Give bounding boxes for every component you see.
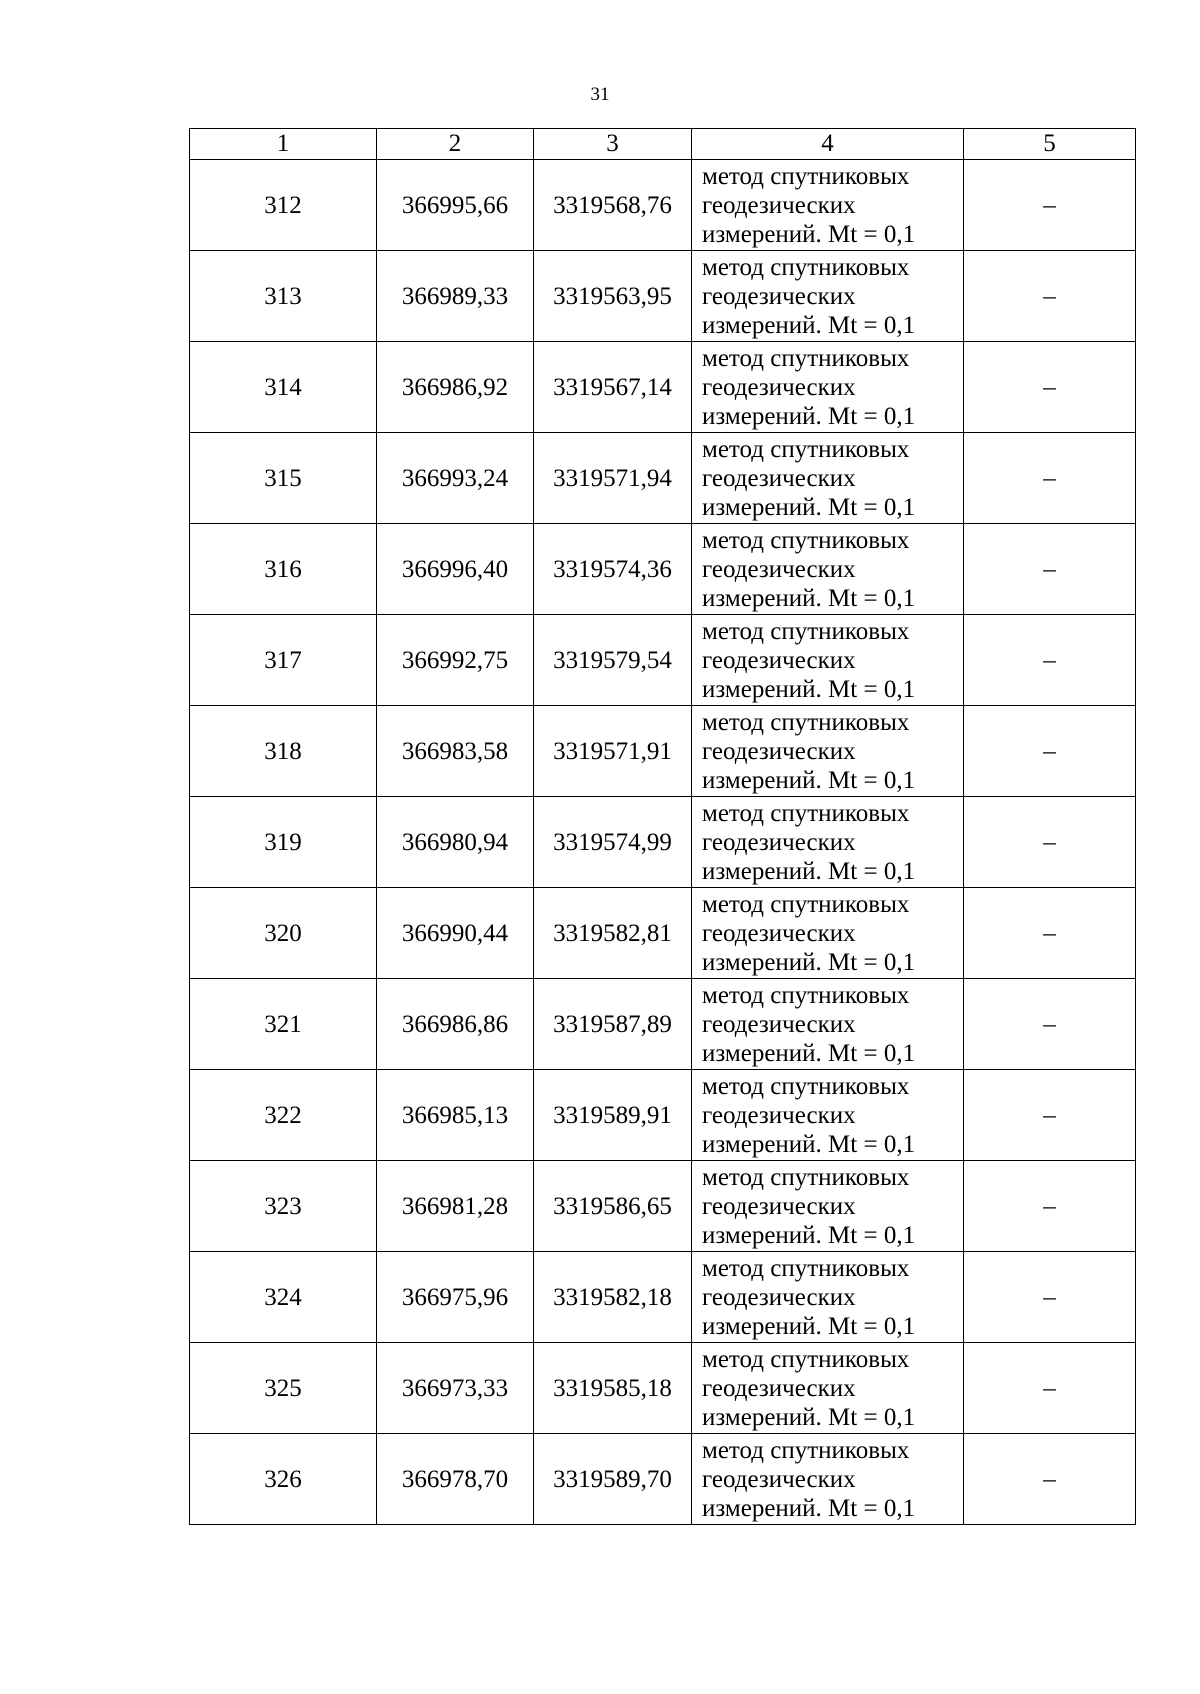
- y-coordinate-cell: 3319568,76: [534, 160, 692, 251]
- point-number-cell: 321: [190, 979, 377, 1070]
- note-cell: –: [964, 1343, 1136, 1434]
- table-row: [190, 1252, 1136, 1343]
- point-number-cell: 314: [190, 342, 377, 433]
- method-text-line: геодезических: [702, 1101, 856, 1129]
- x-coordinate-cell: 366990,44: [377, 888, 534, 979]
- point-number-cell: 324: [190, 1252, 377, 1343]
- method-text-line: измерений. Mt = 0,1: [702, 1039, 916, 1067]
- method-text-line: геодезических: [702, 737, 856, 765]
- method-text-line: метод спутниковых: [702, 1163, 910, 1191]
- method-text-line: измерений. Mt = 0,1: [702, 766, 916, 794]
- table-row: [190, 251, 1136, 342]
- note-cell: –: [964, 524, 1136, 615]
- note-cell: –: [964, 1434, 1136, 1525]
- method-text-line: метод спутниковых: [702, 617, 910, 645]
- table-row: [190, 1343, 1136, 1434]
- point-number-cell: 318: [190, 706, 377, 797]
- table-row: [190, 524, 1136, 615]
- method-cell: [692, 1161, 964, 1252]
- table-row: [190, 797, 1136, 888]
- method-text-line: метод спутниковых: [702, 981, 910, 1009]
- table-row: [190, 615, 1136, 706]
- header-col-3: 3: [534, 129, 692, 160]
- point-number-cell: 323: [190, 1161, 377, 1252]
- method-cell: [692, 706, 964, 797]
- y-coordinate-cell: 3319563,95: [534, 251, 692, 342]
- method-cell: [692, 433, 964, 524]
- y-coordinate-cell: 3319589,70: [534, 1434, 692, 1525]
- method-text-line: геодезических: [702, 1010, 856, 1038]
- method-text-line: метод спутниковых: [702, 1436, 910, 1464]
- method-text-line: геодезических: [702, 1192, 856, 1220]
- method-cell: [692, 1434, 964, 1525]
- y-coordinate-cell: 3319582,18: [534, 1252, 692, 1343]
- method-text-line: измерений. Mt = 0,1: [702, 1403, 916, 1431]
- y-coordinate-cell: 3319574,99: [534, 797, 692, 888]
- method-cell: [692, 1252, 964, 1343]
- note-cell: –: [964, 160, 1136, 251]
- method-text-line: метод спутниковых: [702, 799, 910, 827]
- x-coordinate-cell: 366986,86: [377, 979, 534, 1070]
- method-text-line: геодезических: [702, 282, 856, 310]
- method-text-line: геодезических: [702, 1465, 856, 1493]
- method-text-line: измерений. Mt = 0,1: [702, 675, 916, 703]
- method-text-line: метод спутниковых: [702, 890, 910, 918]
- x-coordinate-cell: 366985,13: [377, 1070, 534, 1161]
- method-cell: [692, 251, 964, 342]
- x-coordinate-cell: 366973,33: [377, 1343, 534, 1434]
- method-text-line: измерений. Mt = 0,1: [702, 220, 916, 248]
- point-number-cell: 313: [190, 251, 377, 342]
- table-row: [190, 342, 1136, 433]
- y-coordinate-cell: 3319589,91: [534, 1070, 692, 1161]
- method-text-line: измерений. Mt = 0,1: [702, 1221, 916, 1249]
- method-cell: [692, 888, 964, 979]
- header-col-2: 2: [377, 129, 534, 160]
- coordinates-table: [189, 128, 1136, 1525]
- method-text-line: геодезических: [702, 919, 856, 947]
- point-number-cell: 322: [190, 1070, 377, 1161]
- page-number: 31: [590, 84, 610, 105]
- method-text-line: метод спутниковых: [702, 708, 910, 736]
- method-cell: [692, 160, 964, 251]
- y-coordinate-cell: 3319582,81: [534, 888, 692, 979]
- method-cell: [692, 524, 964, 615]
- header-col-1: 1: [190, 129, 377, 160]
- method-text-line: измерений. Mt = 0,1: [702, 857, 916, 885]
- method-text-line: измерений. Mt = 0,1: [702, 584, 916, 612]
- y-coordinate-cell: 3319574,36: [534, 524, 692, 615]
- table-header: [190, 129, 1136, 160]
- method-cell: [692, 1343, 964, 1434]
- note-cell: –: [964, 433, 1136, 524]
- method-text-line: метод спутниковых: [702, 1345, 910, 1373]
- note-cell: –: [964, 797, 1136, 888]
- method-cell: [692, 1070, 964, 1161]
- method-text-line: геодезических: [702, 646, 856, 674]
- note-cell: –: [964, 251, 1136, 342]
- method-text-line: геодезических: [702, 464, 856, 492]
- note-cell: –: [964, 342, 1136, 433]
- table-row: [190, 1070, 1136, 1161]
- table-row: [190, 1434, 1136, 1525]
- note-cell: –: [964, 1161, 1136, 1252]
- point-number-cell: 325: [190, 1343, 377, 1434]
- x-coordinate-cell: 366995,66: [377, 160, 534, 251]
- table-body: [190, 160, 1136, 1525]
- point-number-cell: 317: [190, 615, 377, 706]
- note-cell: –: [964, 615, 1136, 706]
- x-coordinate-cell: 366980,94: [377, 797, 534, 888]
- method-text-line: метод спутниковых: [702, 162, 910, 190]
- method-text-line: геодезических: [702, 555, 856, 583]
- method-text-line: измерений. Mt = 0,1: [702, 402, 916, 430]
- method-cell: [692, 342, 964, 433]
- method-cell: [692, 797, 964, 888]
- point-number-cell: 312: [190, 160, 377, 251]
- y-coordinate-cell: 3319585,18: [534, 1343, 692, 1434]
- header-col-4: 4: [692, 129, 964, 160]
- point-number-cell: 315: [190, 433, 377, 524]
- method-cell: [692, 615, 964, 706]
- y-coordinate-cell: 3319579,54: [534, 615, 692, 706]
- table-row: [190, 979, 1136, 1070]
- x-coordinate-cell: 366978,70: [377, 1434, 534, 1525]
- table-row: [190, 1161, 1136, 1252]
- header-row: [190, 129, 1136, 160]
- y-coordinate-cell: 3319571,94: [534, 433, 692, 524]
- method-text-line: геодезических: [702, 1374, 856, 1402]
- header-col-5: 5: [964, 129, 1136, 160]
- point-number-cell: 319: [190, 797, 377, 888]
- method-text-line: геодезических: [702, 828, 856, 856]
- note-cell: –: [964, 979, 1136, 1070]
- method-text-line: геодезических: [702, 191, 856, 219]
- x-coordinate-cell: 366975,96: [377, 1252, 534, 1343]
- method-text-line: геодезических: [702, 1283, 856, 1311]
- x-coordinate-cell: 366989,33: [377, 251, 534, 342]
- x-coordinate-cell: 366992,75: [377, 615, 534, 706]
- method-text-line: измерений. Mt = 0,1: [702, 1130, 916, 1158]
- note-cell: –: [964, 1252, 1136, 1343]
- method-text-line: измерений. Mt = 0,1: [702, 948, 916, 976]
- x-coordinate-cell: 366993,24: [377, 433, 534, 524]
- table-row: [190, 160, 1136, 251]
- note-cell: –: [964, 888, 1136, 979]
- method-text-line: метод спутниковых: [702, 1254, 910, 1282]
- note-cell: –: [964, 706, 1136, 797]
- method-text-line: метод спутниковых: [702, 1072, 910, 1100]
- table-row: [190, 706, 1136, 797]
- y-coordinate-cell: 3319586,65: [534, 1161, 692, 1252]
- method-text-line: метод спутниковых: [702, 435, 910, 463]
- method-cell: [692, 979, 964, 1070]
- method-text-line: метод спутниковых: [702, 344, 910, 372]
- method-text-line: измерений. Mt = 0,1: [702, 1494, 916, 1522]
- method-text-line: метод спутниковых: [702, 253, 910, 281]
- x-coordinate-cell: 366981,28: [377, 1161, 534, 1252]
- y-coordinate-cell: 3319587,89: [534, 979, 692, 1070]
- y-coordinate-cell: 3319571,91: [534, 706, 692, 797]
- note-cell: –: [964, 1070, 1136, 1161]
- point-number-cell: 326: [190, 1434, 377, 1525]
- table-row: [190, 888, 1136, 979]
- x-coordinate-cell: 366983,58: [377, 706, 534, 797]
- y-coordinate-cell: 3319567,14: [534, 342, 692, 433]
- method-text-line: измерений. Mt = 0,1: [702, 493, 916, 521]
- method-text-line: измерений. Mt = 0,1: [702, 1312, 916, 1340]
- x-coordinate-cell: 366996,40: [377, 524, 534, 615]
- method-text-line: геодезических: [702, 373, 856, 401]
- method-text-line: измерений. Mt = 0,1: [702, 311, 916, 339]
- method-text-line: метод спутниковых: [702, 526, 910, 554]
- point-number-cell: 320: [190, 888, 377, 979]
- x-coordinate-cell: 366986,92: [377, 342, 534, 433]
- point-number-cell: 316: [190, 524, 377, 615]
- table-row: [190, 433, 1136, 524]
